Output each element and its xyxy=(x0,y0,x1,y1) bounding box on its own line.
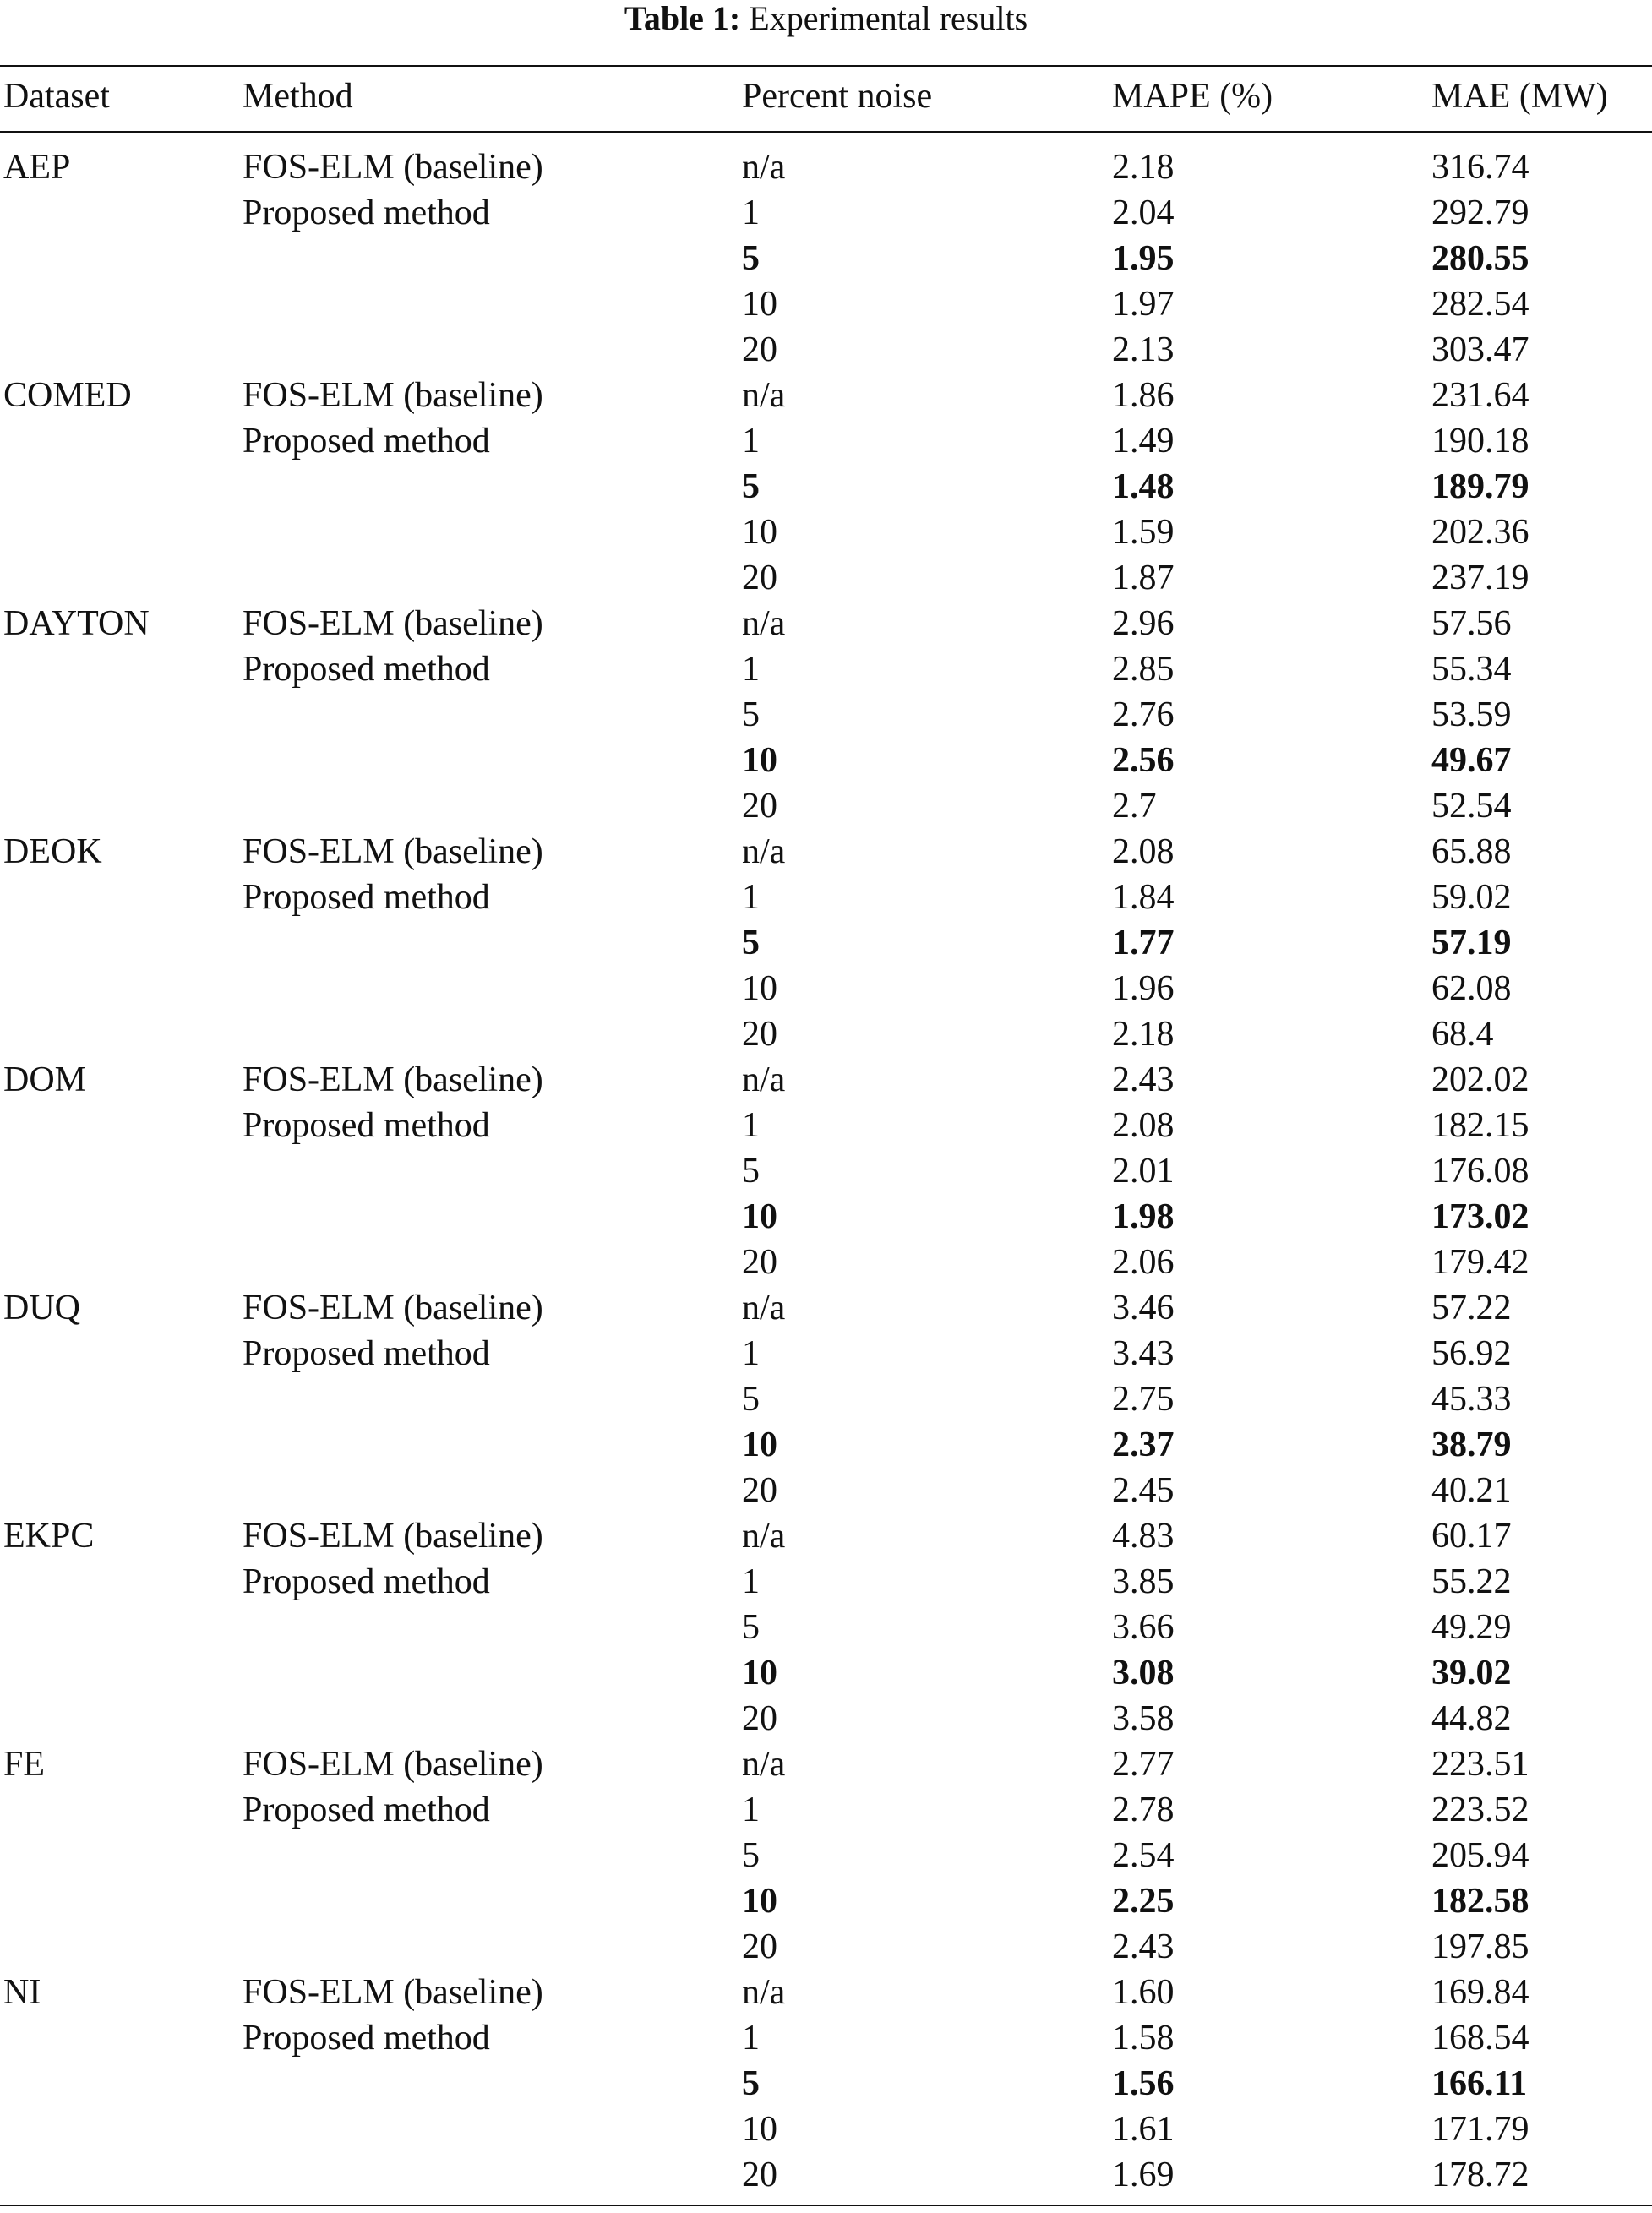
table-row xyxy=(0,920,1652,966)
cell-mae: 202.36 xyxy=(1431,513,1529,552)
cell-mae: 182.58 xyxy=(1431,1882,1529,1921)
cell-percent-noise: 10 xyxy=(742,969,777,1008)
cell-method: Proposed method xyxy=(243,1106,490,1145)
cell-mape: 2.18 xyxy=(1112,148,1175,187)
cell-dataset: AEP xyxy=(3,148,71,187)
cell-mae: 292.79 xyxy=(1431,194,1529,232)
cell-method: FOS-ELM (baseline) xyxy=(243,376,543,415)
cell-method: Proposed method xyxy=(243,1791,490,1829)
cell-mae: 205.94 xyxy=(1431,1836,1529,1875)
cell-dataset: DUQ xyxy=(3,1289,80,1327)
cell-dataset: DOM xyxy=(3,1060,87,1099)
cell-method: Proposed method xyxy=(243,1562,490,1601)
cell-percent-noise: n/a xyxy=(742,1973,786,2012)
cell-mape: 1.49 xyxy=(1112,422,1175,461)
cell-mape: 2.04 xyxy=(1112,194,1175,232)
cell-percent-noise: 5 xyxy=(742,924,760,962)
cell-mae: 280.55 xyxy=(1431,239,1529,278)
cell-mape: 2.08 xyxy=(1112,1106,1175,1145)
cell-mape: 2.76 xyxy=(1112,695,1175,734)
table-body xyxy=(0,133,1652,2205)
table-row xyxy=(0,1240,1652,1285)
cell-mape: 3.46 xyxy=(1112,1289,1175,1327)
cell-method: FOS-ELM (baseline) xyxy=(243,1060,543,1099)
table-row xyxy=(0,464,1652,510)
table-row xyxy=(0,1605,1652,1650)
cell-mape: 2.56 xyxy=(1112,741,1175,780)
table-caption xyxy=(0,0,1652,41)
cell-percent-noise: 20 xyxy=(742,1015,777,1054)
cell-mape: 1.58 xyxy=(1112,2019,1175,2058)
table-row xyxy=(0,555,1652,601)
cell-method: Proposed method xyxy=(243,1334,490,1373)
cell-method: FOS-ELM (baseline) xyxy=(243,1973,543,2012)
cell-mape: 3.85 xyxy=(1112,1562,1175,1601)
table-row xyxy=(0,1285,1652,1331)
cell-mape: 2.75 xyxy=(1112,1380,1175,1419)
cell-percent-noise: 1 xyxy=(742,878,760,917)
cell-percent-noise: 10 xyxy=(742,513,777,552)
cell-percent-noise: 20 xyxy=(742,1699,777,1738)
cell-mae: 65.88 xyxy=(1431,832,1512,871)
cell-percent-noise: 10 xyxy=(742,1882,777,1921)
cell-mae: 55.22 xyxy=(1431,1562,1512,1601)
cell-dataset: FE xyxy=(3,1745,46,1784)
cell-dataset: DEOK xyxy=(3,832,102,871)
cell-percent-noise: 5 xyxy=(742,239,760,278)
cell-mape: 2.43 xyxy=(1112,1060,1175,1099)
cell-mape: 2.37 xyxy=(1112,1425,1175,1464)
cell-mae: 303.47 xyxy=(1431,330,1529,369)
table-header-row xyxy=(0,67,1652,131)
cell-mae: 45.33 xyxy=(1431,1380,1512,1419)
cell-method: FOS-ELM (baseline) xyxy=(243,1517,543,1556)
cell-mae: 56.92 xyxy=(1431,1334,1512,1373)
cell-percent-noise: 5 xyxy=(742,1152,760,1191)
table-row xyxy=(0,327,1652,373)
cell-mae: 237.19 xyxy=(1431,559,1529,597)
cell-percent-noise: 20 xyxy=(742,2156,777,2194)
cell-percent-noise: 10 xyxy=(742,1197,777,1236)
cell-mape: 1.96 xyxy=(1112,969,1175,1008)
table-row xyxy=(0,783,1652,829)
table-row xyxy=(0,1970,1652,2015)
cell-percent-noise: n/a xyxy=(742,1289,786,1327)
table-row xyxy=(0,1468,1652,1513)
cell-mape: 4.83 xyxy=(1112,1517,1175,1556)
table-row xyxy=(0,281,1652,327)
cell-mape: 1.87 xyxy=(1112,559,1175,597)
cell-mae: 182.15 xyxy=(1431,1106,1529,1145)
table-row xyxy=(0,1833,1652,1878)
table-row xyxy=(0,1513,1652,1559)
cell-mape: 2.18 xyxy=(1112,1015,1175,1054)
cell-mae: 38.79 xyxy=(1431,1425,1512,1464)
header-method: Method xyxy=(243,77,353,116)
table-row xyxy=(0,144,1652,190)
cell-percent-noise: 5 xyxy=(742,1380,760,1419)
cell-mape: 2.78 xyxy=(1112,1791,1175,1829)
table-row xyxy=(0,510,1652,555)
cell-mape: 2.85 xyxy=(1112,650,1175,689)
cell-mape: 1.98 xyxy=(1112,1197,1175,1236)
cell-mae: 59.02 xyxy=(1431,878,1512,917)
cell-mae: 57.56 xyxy=(1431,604,1512,643)
cell-mae: 68.4 xyxy=(1431,1015,1494,1054)
cell-mae: 189.79 xyxy=(1431,467,1529,506)
cell-percent-noise: 10 xyxy=(742,741,777,780)
table-row xyxy=(0,1331,1652,1376)
cell-mae: 169.84 xyxy=(1431,1973,1529,2012)
table-row xyxy=(0,373,1652,418)
cell-percent-noise: 1 xyxy=(742,1106,760,1145)
table-row xyxy=(0,1650,1652,1696)
cell-mape: 2.77 xyxy=(1112,1745,1175,1784)
cell-mae: 57.19 xyxy=(1431,924,1512,962)
table-row xyxy=(0,418,1652,464)
cell-mape: 2.45 xyxy=(1112,1471,1175,1510)
cell-percent-noise: 1 xyxy=(742,1562,760,1601)
cell-percent-noise: 5 xyxy=(742,467,760,506)
cell-percent-noise: 20 xyxy=(742,1927,777,1966)
table-row xyxy=(0,738,1652,783)
cell-mape: 1.86 xyxy=(1112,376,1175,415)
cell-mape: 2.54 xyxy=(1112,1836,1175,1875)
cell-mae: 173.02 xyxy=(1431,1197,1529,1236)
cell-mae: 178.72 xyxy=(1431,2156,1529,2194)
table-row xyxy=(0,1103,1652,1148)
cell-mape: 2.7 xyxy=(1112,787,1157,826)
cell-mae: 190.18 xyxy=(1431,422,1529,461)
cell-percent-noise: 10 xyxy=(742,285,777,324)
table-row xyxy=(0,875,1652,920)
cell-percent-noise: 20 xyxy=(742,1243,777,1282)
cell-mae: 44.82 xyxy=(1431,1699,1512,1738)
cell-method: FOS-ELM (baseline) xyxy=(243,604,543,643)
cell-dataset: EKPC xyxy=(3,1517,95,1556)
cell-percent-noise: 20 xyxy=(742,1471,777,1510)
cell-mae: 197.85 xyxy=(1431,1927,1529,1966)
cell-mae: 52.54 xyxy=(1431,787,1512,826)
cell-mape: 2.25 xyxy=(1112,1882,1175,1921)
cell-mae: 39.02 xyxy=(1431,1654,1512,1692)
table-row xyxy=(0,2107,1652,2152)
table-row xyxy=(0,2061,1652,2107)
table-row xyxy=(0,1559,1652,1605)
cell-mape: 2.13 xyxy=(1112,330,1175,369)
table-row xyxy=(0,966,1652,1011)
cell-percent-noise: n/a xyxy=(742,1060,786,1099)
cell-mae: 55.34 xyxy=(1431,650,1512,689)
table-row xyxy=(0,1422,1652,1468)
cell-mape: 1.48 xyxy=(1112,467,1175,506)
cell-mae: 49.29 xyxy=(1431,1608,1512,1647)
header-mae: MAE (MW) xyxy=(1431,77,1608,116)
cell-mae: 171.79 xyxy=(1431,2110,1529,2149)
cell-percent-noise: 10 xyxy=(742,1654,777,1692)
cell-dataset: NI xyxy=(3,1973,41,2012)
cell-dataset: DAYTON xyxy=(3,604,150,643)
cell-percent-noise: n/a xyxy=(742,1517,786,1556)
cell-percent-noise: n/a xyxy=(742,148,786,187)
header-dataset: Dataset xyxy=(3,77,110,116)
header-percent-noise: Percent noise xyxy=(742,77,933,116)
cell-mae: 231.64 xyxy=(1431,376,1529,415)
cell-percent-noise: 5 xyxy=(742,2064,760,2103)
table-caption-title: Experimental results xyxy=(749,0,1028,37)
table-row xyxy=(0,646,1652,692)
cell-mae: 316.74 xyxy=(1431,148,1529,187)
cell-method: Proposed method xyxy=(243,2019,490,2058)
cell-percent-noise: n/a xyxy=(742,376,786,415)
cell-method: Proposed method xyxy=(243,422,490,461)
cell-percent-noise: 10 xyxy=(742,2110,777,2149)
cell-mae: 40.21 xyxy=(1431,1471,1512,1510)
cell-method: FOS-ELM (baseline) xyxy=(243,832,543,871)
table-row xyxy=(0,190,1652,236)
cell-mape: 2.06 xyxy=(1112,1243,1175,1282)
cell-mae: 176.08 xyxy=(1431,1152,1529,1191)
cell-percent-noise: 1 xyxy=(742,1791,760,1829)
cell-mape: 3.08 xyxy=(1112,1654,1175,1692)
cell-mae: 49.67 xyxy=(1431,741,1512,780)
cell-percent-noise: n/a xyxy=(742,604,786,643)
cell-mape: 3.58 xyxy=(1112,1699,1175,1738)
cell-mae: 57.22 xyxy=(1431,1289,1512,1327)
cell-mae: 53.59 xyxy=(1431,695,1512,734)
cell-mae: 166.11 xyxy=(1431,2064,1528,2103)
cell-percent-noise: 1 xyxy=(742,422,760,461)
table-row xyxy=(0,1057,1652,1103)
cell-mape: 1.84 xyxy=(1112,878,1175,917)
cell-percent-noise: 1 xyxy=(742,2019,760,2058)
cell-percent-noise: 20 xyxy=(742,787,777,826)
cell-mape: 1.95 xyxy=(1112,239,1175,278)
cell-method: FOS-ELM (baseline) xyxy=(243,148,543,187)
cell-mape: 1.60 xyxy=(1112,1973,1175,2012)
table-row xyxy=(0,1787,1652,1833)
cell-dataset: COMED xyxy=(3,376,132,415)
cell-percent-noise: n/a xyxy=(742,1745,786,1784)
cell-percent-noise: n/a xyxy=(742,832,786,871)
table-row xyxy=(0,2152,1652,2198)
cell-method: FOS-ELM (baseline) xyxy=(243,1745,543,1784)
cell-percent-noise: 5 xyxy=(742,1836,760,1875)
table-row xyxy=(0,1194,1652,1240)
cell-percent-noise: 1 xyxy=(742,650,760,689)
cell-mae: 202.02 xyxy=(1431,1060,1529,1099)
cell-percent-noise: 20 xyxy=(742,559,777,597)
cell-mae: 62.08 xyxy=(1431,969,1512,1008)
cell-percent-noise: 1 xyxy=(742,194,760,232)
cell-method: FOS-ELM (baseline) xyxy=(243,1289,543,1327)
cell-mape: 2.43 xyxy=(1112,1927,1175,1966)
table-row xyxy=(0,692,1652,738)
cell-method: Proposed method xyxy=(243,878,490,917)
cell-mape: 1.56 xyxy=(1112,2064,1175,2103)
table-row xyxy=(0,601,1652,646)
table-row xyxy=(0,1742,1652,1787)
table-caption-label: Table 1: xyxy=(624,0,741,37)
cell-mape: 1.97 xyxy=(1112,285,1175,324)
table-row xyxy=(0,2015,1652,2061)
table-row xyxy=(0,1376,1652,1422)
cell-mape: 1.77 xyxy=(1112,924,1175,962)
cell-percent-noise: 5 xyxy=(742,695,760,734)
table-row xyxy=(0,236,1652,281)
cell-mae: 179.42 xyxy=(1431,1243,1529,1282)
cell-mae: 282.54 xyxy=(1431,285,1529,324)
table-row xyxy=(0,1878,1652,1924)
cell-mape: 3.43 xyxy=(1112,1334,1175,1373)
cell-mape: 1.61 xyxy=(1112,2110,1175,2149)
table-row xyxy=(0,1148,1652,1194)
cell-percent-noise: 5 xyxy=(742,1608,760,1647)
cell-mape: 2.01 xyxy=(1112,1152,1175,1191)
cell-mae: 168.54 xyxy=(1431,2019,1529,2058)
cell-mape: 1.59 xyxy=(1112,513,1175,552)
table-bottom-rule xyxy=(0,2205,1652,2206)
cell-mape: 1.69 xyxy=(1112,2156,1175,2194)
cell-mape: 2.08 xyxy=(1112,832,1175,871)
cell-method: Proposed method xyxy=(243,194,490,232)
cell-mae: 223.51 xyxy=(1431,1745,1529,1784)
cell-mape: 2.96 xyxy=(1112,604,1175,643)
cell-percent-noise: 20 xyxy=(742,330,777,369)
header-mape: MAPE (%) xyxy=(1112,77,1273,116)
table-row xyxy=(0,829,1652,875)
cell-mae: 223.52 xyxy=(1431,1791,1529,1829)
cell-percent-noise: 1 xyxy=(742,1334,760,1373)
results-table xyxy=(0,65,1652,2206)
cell-mape: 3.66 xyxy=(1112,1608,1175,1647)
table-row xyxy=(0,1696,1652,1742)
table-row xyxy=(0,1011,1652,1057)
cell-percent-noise: 10 xyxy=(742,1425,777,1464)
cell-method: Proposed method xyxy=(243,650,490,689)
cell-mae: 60.17 xyxy=(1431,1517,1512,1556)
table-row xyxy=(0,1924,1652,1970)
